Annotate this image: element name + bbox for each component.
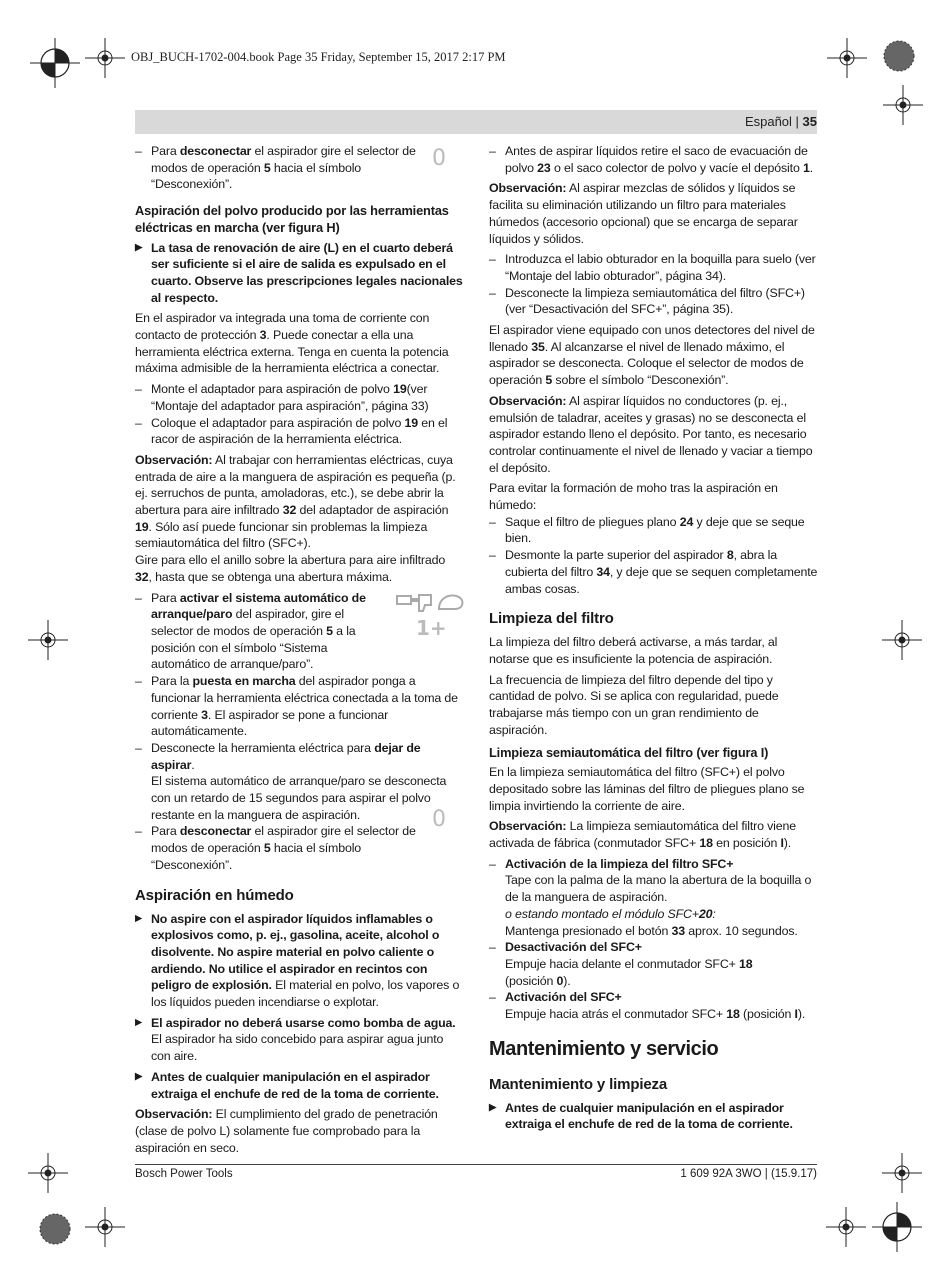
chapter-heading: Mantenimiento y servicio (489, 1037, 719, 1060)
registration-mark-icon (826, 1207, 866, 1247)
paragraph: En la limpieza semiautomática del filtro (SFC+) el polvo depositado sobre las láminas del filtro de pliegues plano se limpia invirtiendo la corriente de aire. (489, 765, 805, 813)
list-item: – Introduzca el labio obturador en la boquilla para suelo (ver “Montaje del labio obturador”, página 34). (489, 251, 819, 284)
registration-mark-icon (28, 1153, 68, 1193)
registration-mark-icon (882, 1153, 922, 1193)
registration-mark-icon (882, 620, 922, 660)
registration-mark-icon (30, 38, 80, 88)
footer-code: 1 609 92A 3WO | (15.9.17) (680, 1168, 817, 1180)
paragraph: La frecuencia de limpieza del filtro depende del tipo y cantidad de polvo. Si se aplica con regularidad, puede trabajarse más tiempo con un gran rendimiento de aspiración. (489, 672, 779, 737)
list-item: – Monte el adaptador para aspiración de polvo 19(ver “Montaje del adaptador para aspiración”, página 33) (135, 381, 465, 414)
header-separator: | (791, 114, 803, 129)
off-symbol-icon: 0 (432, 807, 446, 832)
warning-item: ▶ El aspirador no deberá usarse como bomba de agua. El aspirador ha sido concebido para aspirar agua junto con aire. (135, 1015, 465, 1065)
paragraph: Gire para ello el anillo sobre la abertura para aire infiltrado 32, hasta que se obtenga una abertura máxima. (135, 553, 446, 584)
file-info: OBJ_BUCH-1702-004.book Page 35 Friday, September 15, 2017 2:17 PM (131, 50, 506, 64)
left-column (135, 143, 465, 1160)
section-title: Español (744, 114, 792, 129)
warning-item: ▶ Antes de cualquier manipulación en el aspirador extraiga el enchufe de red de la toma de corriente. (489, 1100, 819, 1133)
list-item: – Coloque el adaptador para aspiración de polvo 19 en el racor de aspiración de la herramienta eléctrica. (135, 415, 465, 448)
note-paragraph: Observación: Al trabajar con herramientas eléctricas, cuya entrada de aire a la manguera de aspiración es pequeña (p. ej. serruchos de punta, amoladoras, etc.), se debe abrir la abertura para aire infiltrado 32 del adaptador de aspiración 19. Sólo así puede funcionar sin problemas la limpieza semiautomática del filtro (SFC+). (135, 452, 456, 551)
list-item: – Desconecte la limpieza semiautomática del filtro (SFC+) (ver “Desactivación del SFC+”, página 35). (489, 285, 819, 318)
list-item: – Para la puesta en marcha del aspirador ponga a funcionar la herramienta eléctrica conectada a la toma de corriente 3. El aspirador se pone a funcionar automáticamente. (135, 673, 465, 740)
list-item: – Para activar el sistema automático de arranque/paro del aspirador, gire el selector de modos de operación 5 a la posición con el símbolo “Sistema automático de arranque/paro”. (135, 590, 381, 674)
warning-item: ▶ Antes de cualquier manipulación en el aspirador extraiga el enchufe de red de la toma de corriente. (135, 1069, 465, 1102)
color-patch-icon (37, 1211, 73, 1247)
auto-on-symbol-icon: 1+ (416, 616, 447, 640)
list-item: – Para desconectar el aspirador gire el selector de modos de operación 5 hacia el símbolo “Desconexión”. (135, 823, 421, 873)
section-heading: Aspiración del polvo producido por las herramientas eléctricas en marcha (ver figura H) (135, 203, 449, 235)
section-heading: Limpieza del filtro (489, 610, 614, 628)
page-number: 35 (802, 114, 817, 129)
registration-mark-icon (85, 1207, 125, 1247)
header-band (135, 110, 817, 134)
list-item: – Antes de aspirar líquidos retire el saco de evacuación de polvo 23 o el saco colector de polvo y vacíe el depósito 1. (489, 143, 819, 176)
page-header (745, 114, 817, 129)
list-item: – Activación de la limpieza del filtro SFC+ Tape con la palma de la mano la abertura de la boquilla o de la manguera de aspiración. o estando montado el módulo SFC+20: Mantenga presionado el botón 33 aprox. 10 segundos. (489, 856, 819, 940)
paragraph: Para evitar la formación de moho tras la aspiración en húmedo: (489, 481, 778, 513)
warning-item: ▶ No aspire con el aspirador líquidos inflamables o explosivos como, p. ej., gasolina, aceite, alcohol o disolvente. No aspire material en polvo caliente o ardiendo. No utilice el aspirador en recintos con peligro de explosión. El material en polvo, los vapores o los líquidos pueden incendiarse o explotar. (135, 911, 465, 1011)
list-item: – Para desconectar el aspirador gire el selector de modos de operación 5 hacia el símbolo “Desconexión”. (135, 143, 421, 193)
off-symbol-icon: 0 (432, 146, 446, 171)
right-column (489, 143, 819, 1137)
list-item: – Saque el filtro de pliegues plano 24 y deje que se seque bien. (489, 514, 819, 547)
paragraph: En el aspirador va integrada una toma de corriente con contacto de protección 3. Puede conectar a ella una herramienta eléctrica externa. Tenga en cuenta la potencia máxima admisible de la herramienta eléctrica a conectar. (135, 311, 449, 376)
list-item: – Desactivación del SFC+ Empuje hacia delante el conmutador SFC+ 18 (posición 0). (489, 939, 819, 989)
section-heading: Aspiración en húmedo (135, 886, 294, 904)
footer-brand: Bosch Power Tools (135, 1168, 233, 1180)
note-paragraph: Observación: Al aspirar líquidos no conductores (p. ej., emulsión de taladrar, aceites y grasas) no se desconecta el aspirador estando lleno el depósito. Por tanto, es necesario controlar continuamente el nivel de llenado y vaciar a tiempo el depósito. (489, 393, 813, 475)
section-heading: Mantenimiento y limpieza (489, 1075, 668, 1093)
registration-mark-icon (883, 85, 923, 125)
warning-item: ▶ La tasa de renovación de aire (L) en el cuarto deberá ser suficiente si el aire de salida es expulsado en el cuarto. Observe las prescripciones legales nacionales al respecto. (135, 240, 465, 307)
registration-mark-icon (827, 38, 867, 78)
registration-mark-icon (28, 620, 68, 660)
registration-mark-icon (85, 38, 125, 78)
note-paragraph: Observación: La limpieza semiautomática del filtro viene activada de fábrica (conmutador SFC+ 18 en posición I). (489, 819, 797, 851)
color-patch-icon (881, 38, 917, 74)
list-item: – Desmonte la parte superior del aspirador 8, abra la cubierta del filtro 34, y deje que se sequen completamente ambas cosas. (489, 547, 819, 597)
list-item: – Activación del SFC+ Empuje hacia atrás el conmutador SFC+ 18 (posición I). (489, 989, 819, 1022)
footer-rule (135, 1164, 817, 1165)
paragraph: El aspirador viene equipado con unos detectores del nivel de llenado 35. Al alcanzarse el nivel de llenado máximo, el aspirador se desconecta. Coloque el selector de modos de operación 5 sobre el símbolo “Desconexión”. (489, 323, 815, 388)
registration-mark-icon (872, 1202, 922, 1252)
paragraph: La limpieza del filtro deberá activarse, a más tardar, al notarse que es insuficiente la potencia de aspiración. (489, 635, 778, 666)
section-heading: Limpieza semiautomática del filtro (ver figura I) (489, 744, 769, 760)
note-paragraph: Observación: Al aspirar mezclas de sólidos y líquidos se facilita su eliminación utilizando un filtro para materiales húmedos (accesorio opcional) que se encarga de separar líquidos y sólidos. (489, 181, 798, 246)
list-item: – Desconecte la herramienta eléctrica para dejar de aspirar. El sistema automático de arranque/paro se desconecta con un retardo de 15 segundos para aspirar el polvo restante en la manguera de aspiración. (135, 740, 465, 824)
note-paragraph: Observación: El cumplimiento del grado de penetración (clase de polvo L) solamente fue comprobado para la aspiración en seco. (135, 1107, 438, 1155)
